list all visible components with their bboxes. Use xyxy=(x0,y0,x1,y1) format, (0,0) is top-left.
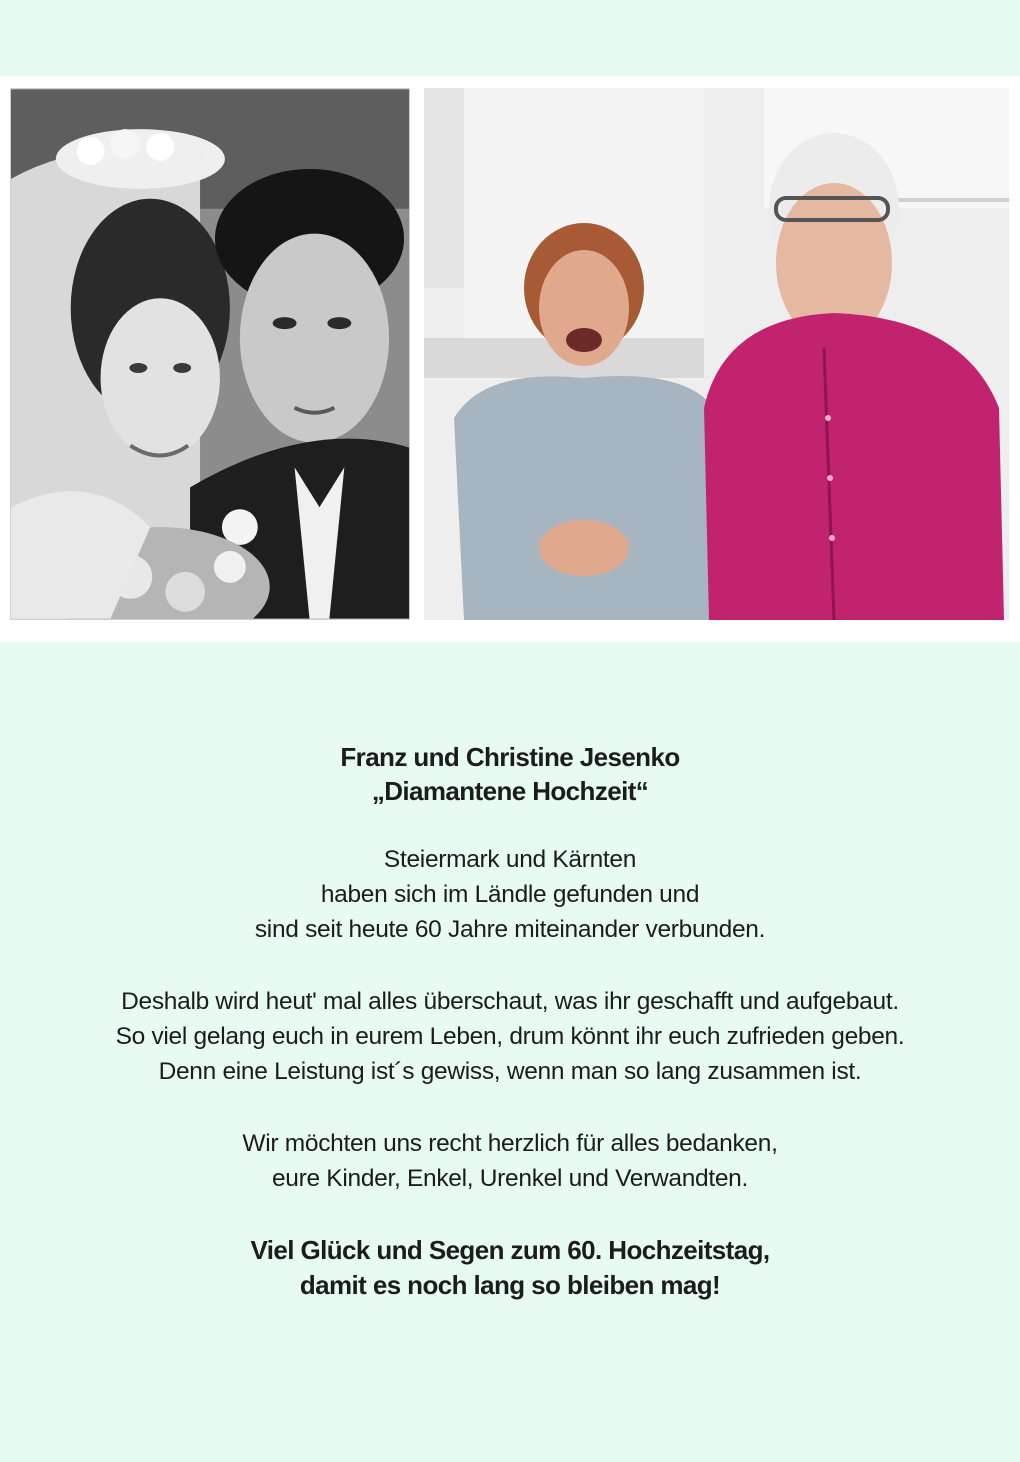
wedding-photo-image xyxy=(11,89,409,619)
closing-line: damit es noch lang so bleiben mag! xyxy=(299,1270,721,1300)
couple-photo-image xyxy=(424,88,1009,620)
verse1-line: sind seit heute 60 Jahre miteinander verbunden. xyxy=(254,916,766,943)
verse2-line: So viel gelang euch in eurem Leben, drum könnt ihr euch zufrieden geben. xyxy=(115,1023,905,1050)
wedding-photo xyxy=(10,88,410,620)
verse2-line: Deshalb wird heut' mal alles überschaut, was ihr geschafft und aufgebaut. xyxy=(121,988,899,1015)
verse3-line: eure Kinder, Enkel, Urenkel und Verwandten. xyxy=(271,1165,749,1192)
announcement-text xyxy=(0,740,1020,1303)
couple-names: Franz und Christine Jesenko xyxy=(340,742,680,772)
photo-band xyxy=(0,76,1020,642)
verse1-line: Steiermark und Kärnten xyxy=(383,846,637,873)
verse3-line: Wir möchten uns recht herzlich für alles bedanken, xyxy=(242,1130,778,1157)
closing-line: Viel Glück und Segen zum 60. Hochzeitstag, xyxy=(250,1235,770,1265)
verse2-line: Denn eine Leistung ist´s gewiss, wenn man so lang zusammen ist. xyxy=(158,1058,862,1085)
occasion-title: „Diamantene Hochzeit“ xyxy=(371,776,649,806)
verse1-line: haben sich im Ländle gefunden und xyxy=(320,881,700,908)
couple-photo xyxy=(424,88,1009,620)
